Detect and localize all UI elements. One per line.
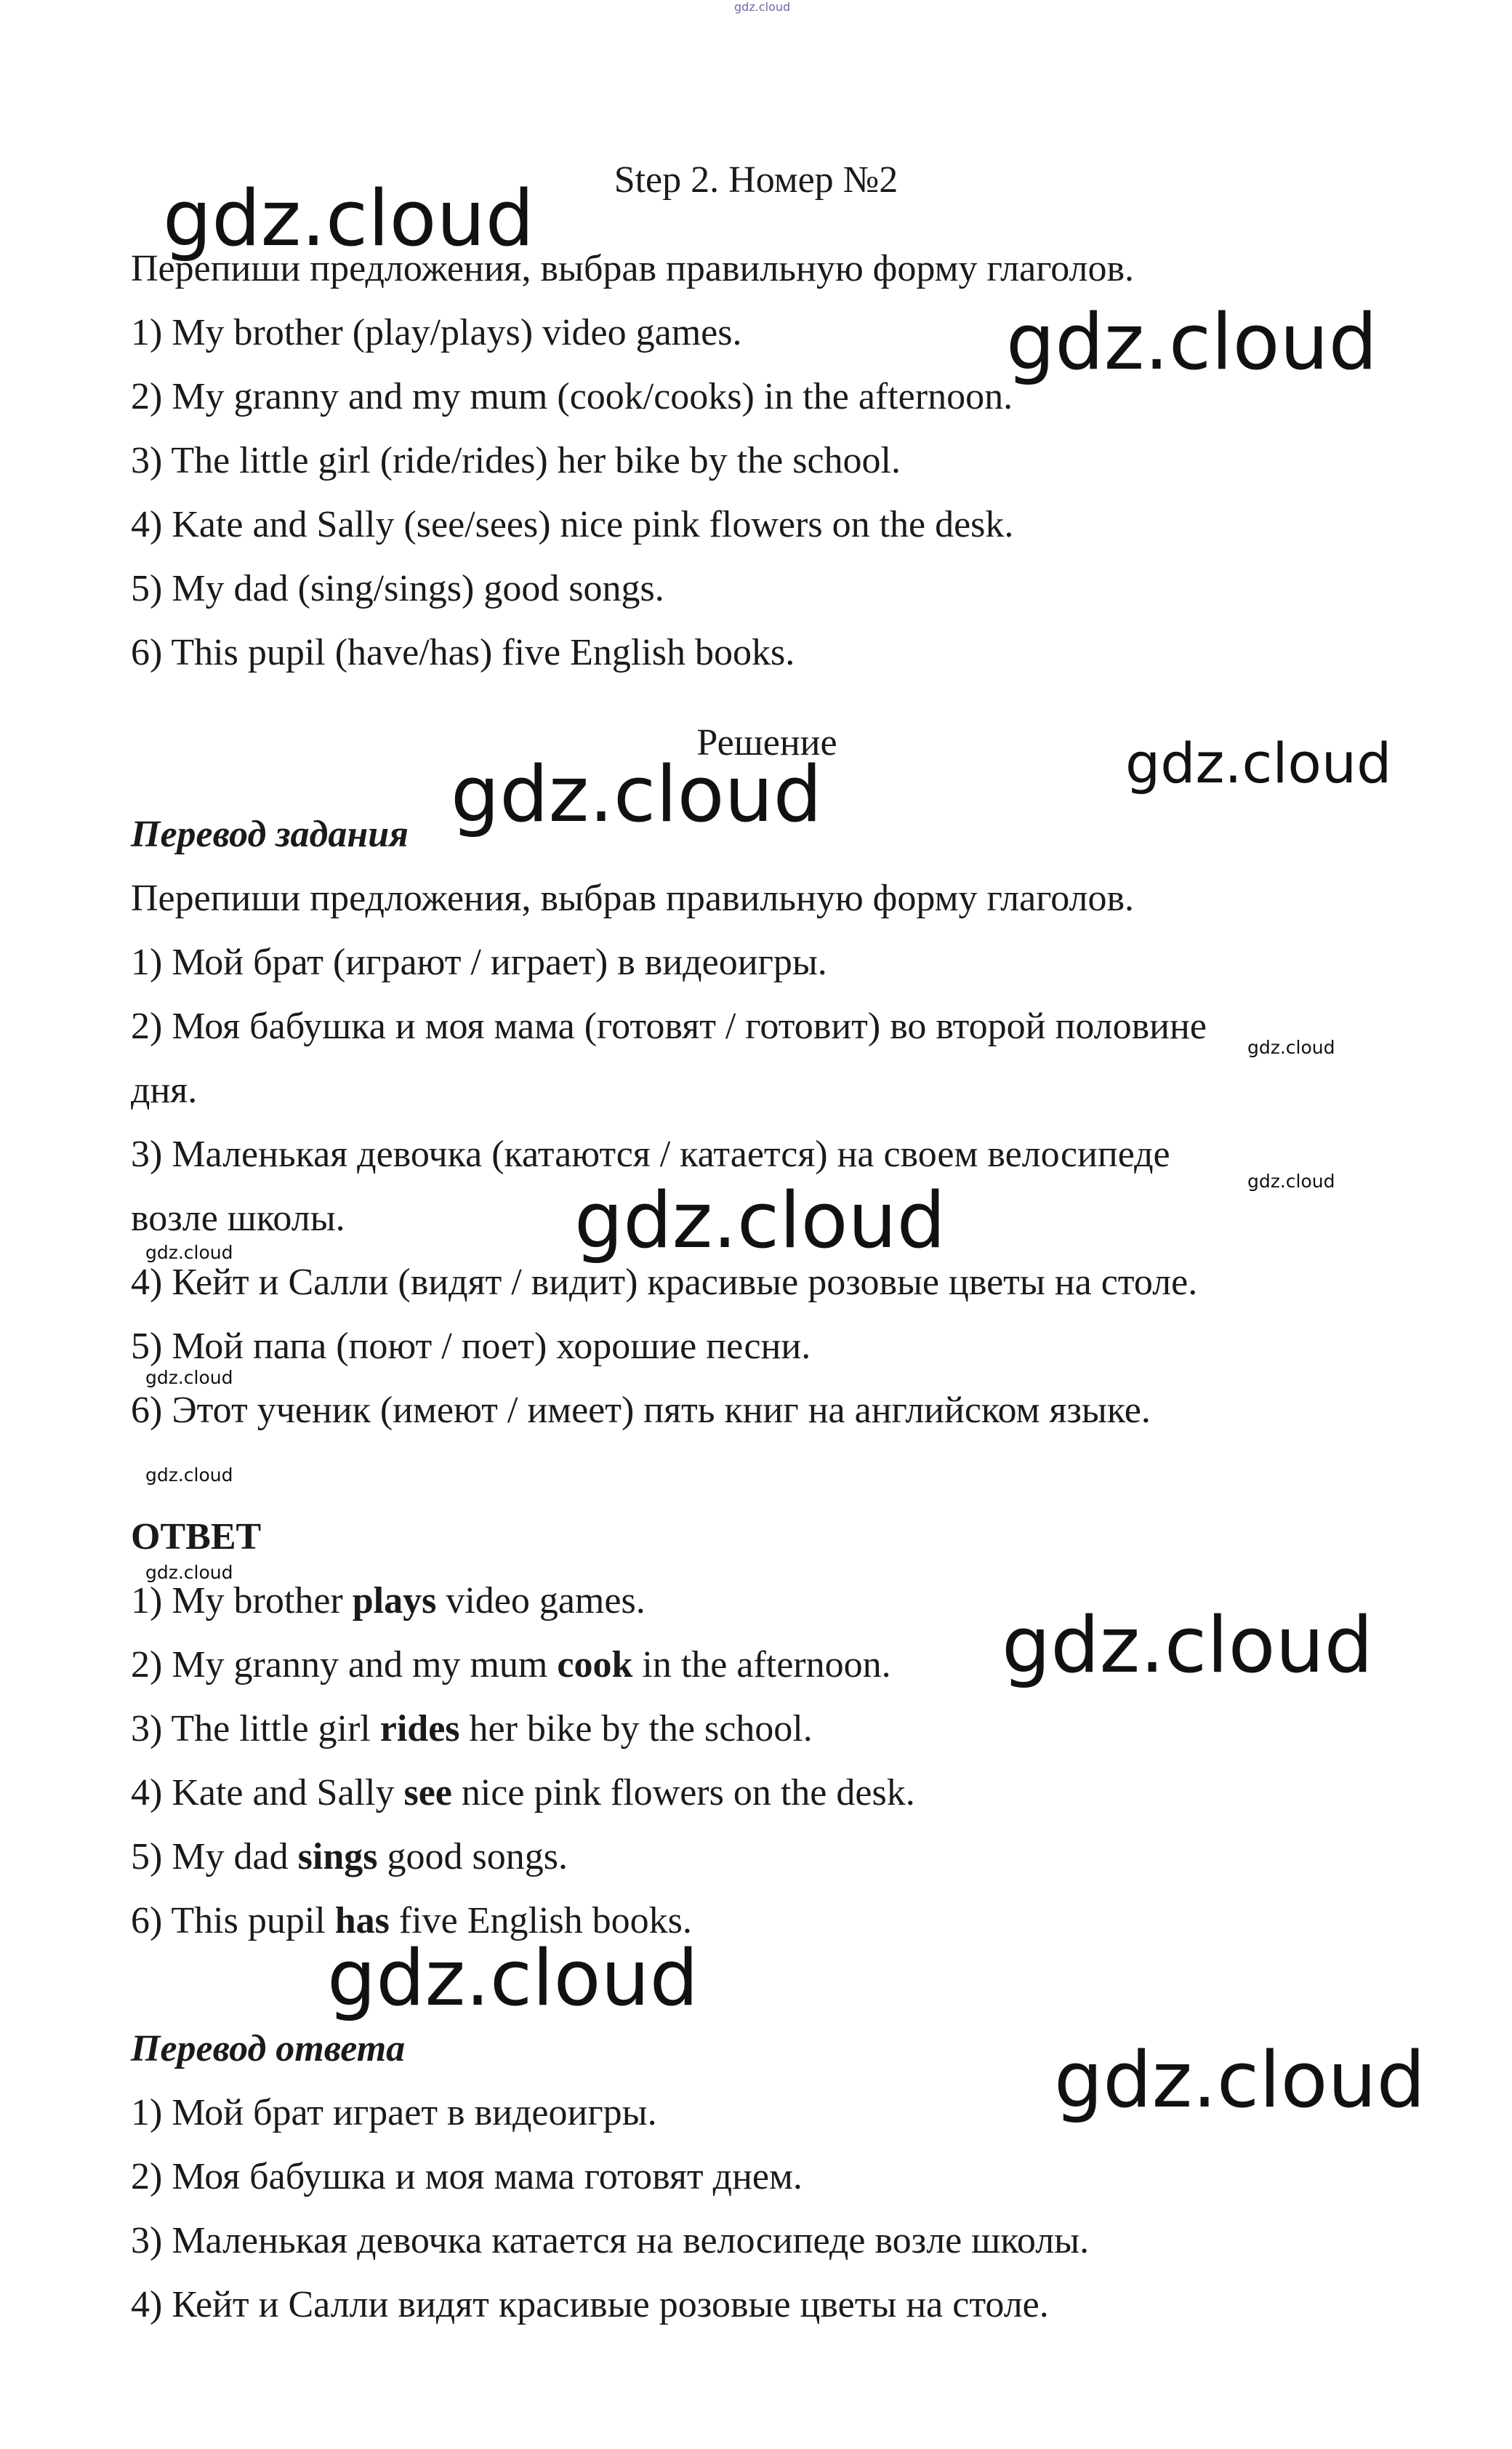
answer-heading: ОТВЕТ bbox=[131, 1516, 262, 1558]
translation-instruction: Перепиши предложения, выбрав правильную форму глаголов. bbox=[131, 878, 1135, 919]
watermark: gdz.cloud bbox=[574, 1176, 946, 1265]
answer-line-4-verb: see bbox=[403, 1772, 452, 1813]
answer-line-2 bbox=[131, 1643, 891, 1687]
solution-title: Решение bbox=[696, 722, 837, 763]
watermark: gdz.cloud bbox=[145, 1464, 233, 1486]
answer-line-6-pre: 6) This pupil bbox=[131, 1900, 335, 1941]
answer-line-1-verb: plays bbox=[352, 1580, 437, 1622]
answer-translation-heading: Перевод ответа bbox=[131, 2028, 406, 2069]
answer-line-1-post: video games. bbox=[436, 1580, 646, 1622]
answer-line-5 bbox=[131, 1835, 568, 1879]
answer-translation-line-2: 2) Моя бабушка и моя мама готовят днем. bbox=[131, 2156, 803, 2197]
answer-line-3 bbox=[131, 1707, 813, 1751]
translation-line-1: 1) Мой брат (играют / играет) в видеоигры. bbox=[131, 942, 827, 983]
watermark: gdz.cloud bbox=[1054, 2035, 1425, 2125]
answer-line-4-pre: 4) Kate and Sally bbox=[131, 1772, 404, 1813]
translation-line-7: 5) Мой папа (поют / поет) хорошие песни. bbox=[131, 1326, 811, 1367]
watermark: gdz.cloud bbox=[163, 174, 534, 263]
watermark: gdz.cloud bbox=[1125, 731, 1392, 795]
task-sentence-4: 4) Kate and Sally (see/sees) nice pink flowers on the desk. bbox=[131, 504, 1014, 545]
watermark: gdz.cloud bbox=[1247, 1037, 1335, 1058]
answer-line-2-post: in the afternoon. bbox=[632, 1644, 891, 1686]
translation-line-6: 4) Кейт и Салли (видят / видит) красивые розовые цветы на столе. bbox=[131, 1262, 1198, 1303]
answer-line-2-verb: cook bbox=[557, 1644, 633, 1686]
answer-line-4-post: nice pink flowers on the desk. bbox=[451, 1772, 915, 1813]
answer-line-1 bbox=[131, 1579, 646, 1623]
task-instruction: Перепиши предложения, выбрав правильную форму глаголов. bbox=[131, 248, 1135, 289]
answer-translation-line-3: 3) Маленькая девочка катается на велосипеде возле школы. bbox=[131, 2220, 1090, 2261]
task-sentence-2: 2) My granny and my mum (cook/cooks) in the afternoon. bbox=[131, 376, 1013, 417]
watermark: gdz.cloud bbox=[1006, 297, 1378, 387]
translation-heading: Перевод задания bbox=[131, 814, 409, 855]
answer-translation-line-4: 4) Кейт и Салли видят красивые розовые цветы на столе. bbox=[131, 2284, 1049, 2325]
answer-translation-line-1: 1) Мой брат играет в видеоигры. bbox=[131, 2092, 657, 2133]
watermark-top: gdz.cloud bbox=[734, 0, 791, 14]
watermark: gdz.cloud bbox=[327, 1933, 699, 2023]
translation-line-2: 2) Моя бабушка и моя мама (готовят / готовит) во второй половине bbox=[131, 1006, 1207, 1047]
answer-line-3-post: her bike by the school. bbox=[459, 1708, 813, 1749]
translation-line-3: дня. bbox=[131, 1070, 198, 1111]
page-title: Step 2. Номер №2 bbox=[614, 159, 898, 201]
task-sentence-6: 6) This pupil (have/has) five English books. bbox=[131, 632, 795, 673]
answer-line-1-pre: 1) My brother bbox=[131, 1580, 353, 1622]
watermark: gdz.cloud bbox=[145, 1562, 233, 1583]
translation-line-5: возле школы. bbox=[131, 1198, 345, 1239]
watermark: gdz.cloud bbox=[1002, 1600, 1373, 1690]
watermark: gdz.cloud bbox=[451, 750, 822, 839]
answer-line-6-verb: has bbox=[334, 1900, 390, 1941]
watermark: gdz.cloud bbox=[145, 1242, 233, 1263]
answer-line-3-verb: rides bbox=[379, 1708, 460, 1749]
watermark: gdz.cloud bbox=[1247, 1171, 1335, 1192]
watermark: gdz.cloud bbox=[145, 1367, 233, 1388]
answer-line-3-pre: 3) The little girl bbox=[131, 1708, 380, 1749]
answer-line-5-pre: 5) My dad bbox=[131, 1836, 298, 1877]
answer-line-5-verb: sings bbox=[297, 1836, 378, 1877]
translation-line-8: 6) Этот ученик (имеют / имеет) пять книг на английском языке. bbox=[131, 1390, 1151, 1431]
task-sentence-3: 3) The little girl (ride/rides) her bike by the school. bbox=[131, 440, 901, 481]
answer-line-5-post: good songs. bbox=[377, 1836, 568, 1877]
task-sentence-1: 1) My brother (play/plays) video games. bbox=[131, 312, 742, 353]
task-sentence-5: 5) My dad (sing/sings) good songs. bbox=[131, 568, 664, 609]
answer-line-6-post: five English books. bbox=[389, 1900, 692, 1941]
answer-line-2-pre: 2) My granny and my mum bbox=[131, 1644, 558, 1686]
translation-line-4: 3) Маленькая девочка (катаются / катается) на своем велосипеде bbox=[131, 1134, 1170, 1175]
answer-line-4 bbox=[131, 1771, 915, 1815]
